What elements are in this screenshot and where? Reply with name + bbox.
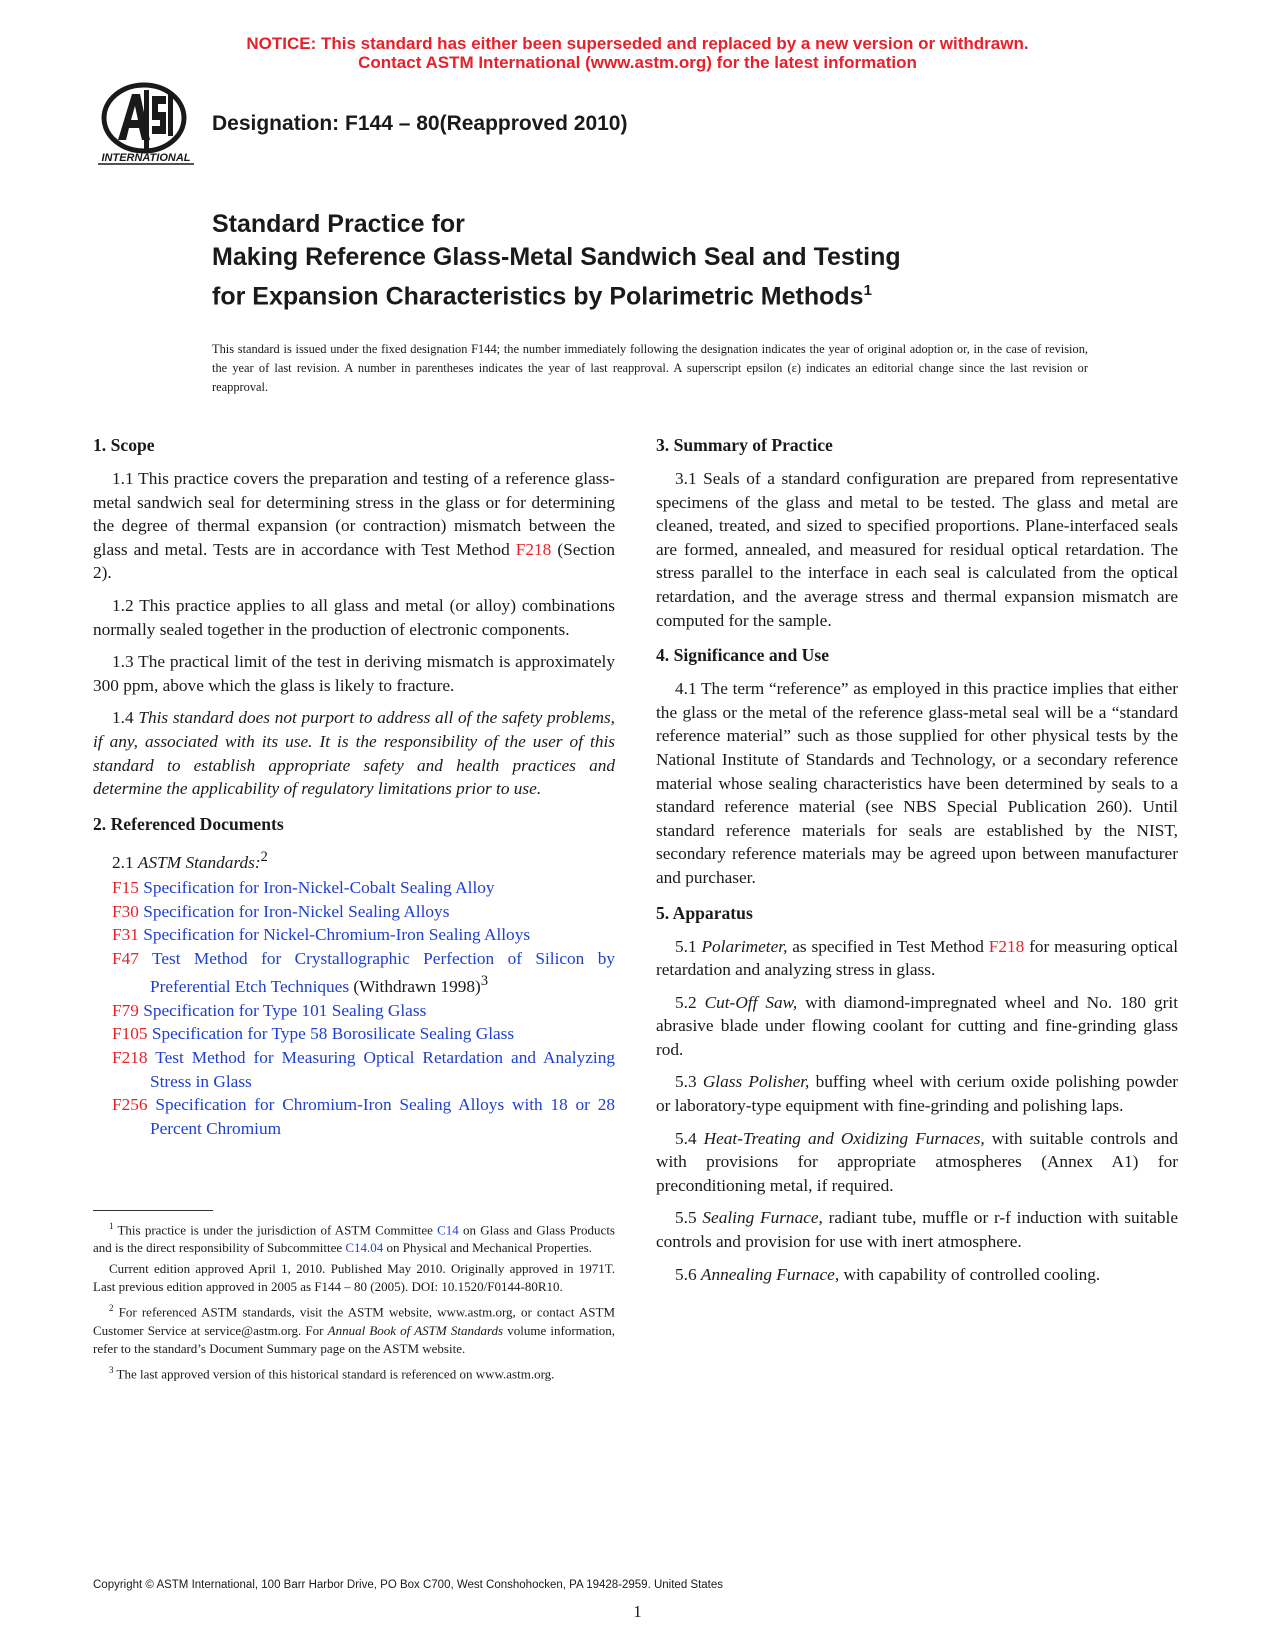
link-c14-04[interactable]: C14.04 [345, 1240, 384, 1256]
apparatus-num: 5.1 [675, 936, 702, 956]
ref-code[interactable]: F218 [112, 1048, 148, 1067]
apparatus-num: 5.4 [675, 1128, 704, 1148]
left-column [93, 434, 615, 1152]
apparatus-text: with suitable controls and with provisions for appropriate atmospheres (Annex A1) for preconditioning metal, if required. [656, 1128, 1178, 1195]
title-line-3-text: for Expansion Characteristics by Polarimetric Methods [212, 282, 864, 311]
scope-p4 [93, 706, 615, 800]
footnote-rule [93, 1210, 213, 1211]
fn3-sup: 3 [109, 1364, 114, 1375]
ref-item[interactable] [112, 1093, 615, 1140]
apparatus-term: Polarimeter, [701, 936, 788, 956]
scope-p1 [93, 467, 615, 585]
scope-p1-text: 1.1 This practice covers the preparation and testing of a reference glass-metal sandwich seal for determining stress in the glass or for determining the degree of thermal expansion (or contraction) mismatch between the glass and metal. Tests are in accordance with Test Method [93, 469, 615, 559]
ref-desc[interactable]: Specification for Chromium-Iron Sealing Alloys with 18 or 28 Percent Chromium [150, 1095, 615, 1138]
summary-p1: 3.1 Seals of a standard configuration are prepared from representative specimens of the glass and metal to be tested. The glass and metal are cleaned, treated, and sized to specified proportions. Plane-interfaced seals are formed, annealed, and measured for residual optical retardation. The stress parallel to the interface in each seal is calculated from the optical retardation, and the average stress and thermal expansion mismatch are computed for the sample. [656, 469, 1178, 630]
referenced-sub-italic: ASTM Standards: [137, 852, 261, 872]
apparatus-text: buffing wheel with cerium oxide polishing powder or laboratory-type equipment with fine-grinding and polishing laps. [656, 1072, 1178, 1116]
fn1-text-c: on Physical and Mechanical Properties. [383, 1240, 592, 1256]
apparatus-num: 5.3 [675, 1072, 703, 1092]
section-referenced-documents [93, 813, 615, 1141]
ref-item[interactable] [112, 876, 615, 900]
apparatus-num: 5.2 [675, 992, 705, 1012]
fn1-text-b: on Glass and Glass Products and is the direct responsibility of Subcommittee [93, 1222, 615, 1256]
ref-desc[interactable]: Specification for Iron-Nickel Sealing Alloys [143, 901, 450, 921]
right-column [656, 434, 1178, 1298]
copyright: Copyright © ASTM International, 100 Barr Harbor Drive, PO Box C700, West Conshohocken, PA 19428-2959. United States [93, 1579, 724, 1591]
page-number: 1 [633, 1602, 642, 1621]
ref-code[interactable]: F15 [112, 878, 139, 898]
fn2-text-a: For referenced ASTM standards, visit the ASTM website, www.astm.org, or contact ASTM Customer Service at service@astm.org. For [93, 1304, 615, 1338]
apparatus-heading: 5. Apparatus [656, 902, 753, 923]
referenced-sub [93, 846, 615, 874]
ref-desc[interactable]: Specification for Type 58 Borosilicate Sealing Glass [151, 1024, 515, 1044]
title-footnote-ref: 1 [863, 282, 872, 299]
apparatus-item [656, 991, 1178, 1062]
scope-p4-num: 1.4 [112, 708, 139, 728]
ref-item[interactable] [112, 1022, 615, 1046]
apparatus-text: with capability of controlled cooling. [839, 1264, 1101, 1284]
issue-note: This standard is issued under the fixed designation F144; the number immediately following the designation indicates the year of original adoption or, in the case of revision, the year of last revision. A number in parentheses indicates the year of last reapproval. A superscript epsilon (ε) indicates an editorial change since the last revision or reapproval. [212, 342, 1088, 394]
apparatus-term: Heat-Treating and Oxidizing Furnaces, [703, 1128, 985, 1148]
section-significance [656, 644, 1178, 889]
ref-item[interactable] [112, 947, 615, 999]
supersession-notice [0, 34, 1275, 72]
footnotes [93, 1210, 615, 1386]
fn2-sup: 2 [109, 1303, 114, 1314]
significance-p1: 4.1 The term “reference” as employed in this practice implies that either the glass or the metal of the reference glass-metal seal will be a “standard reference material” such as those supplied for other physical tests by the National Institute of Standards and Technology, or a secondary reference material whose sealing characteristics have been determined by seals to a standard reference material (see NBS Special Publication 260). Until standard reference materials for seals are established by the NIST, secondary reference materials may be agreed upon between manufacturer and purchaser. [656, 679, 1178, 887]
scope-p3: 1.3 The practical limit of the test in deriving mismatch is approximately 300 ppm, above which the glass is likely to fracture. [93, 652, 615, 695]
referenced-sub-sup: 2 [260, 848, 268, 865]
apparatus-term: Cut-Off Saw, [704, 992, 798, 1012]
apparatus-text-tail: for measuring optical retardation and analyzing stress in glass. [656, 936, 1179, 980]
ref-code[interactable]: F31 [112, 925, 139, 945]
document-title [212, 208, 901, 313]
ref-item[interactable] [112, 900, 615, 924]
title-line-2: Making Reference Glass-Metal Sandwich Seal and Testing [212, 243, 901, 271]
ref-item[interactable] [112, 923, 615, 947]
ref-item[interactable] [112, 999, 615, 1023]
ref-desc[interactable]: Test Method for Crystallographic Perfection of Silicon by Preferential Etch Techniques [150, 948, 615, 997]
significance-heading: 4. Significance and Use [656, 645, 830, 666]
apparatus-item [656, 935, 1178, 982]
referenced-sub-num: 2.1 [112, 852, 138, 872]
title-line-3 [212, 274, 901, 313]
footnote-1 [93, 1217, 615, 1257]
apparatus-term: Glass Polisher, [702, 1072, 810, 1092]
section-apparatus [656, 902, 1178, 1287]
ref-desc[interactable]: Specification for Nickel-Chromium-Iron Sealing Alloys [143, 925, 531, 945]
logo-international-text: INTERNATIONAL [101, 152, 191, 164]
designation: Designation: F144 – 80(Reapproved 2010) [212, 112, 628, 135]
apparatus-term: Annealing Furnace, [700, 1264, 840, 1284]
ref-note: (Withdrawn 1998) [349, 977, 481, 997]
ref-desc[interactable]: Test Method for Measuring Optical Retardation and Analyzing Stress in Glass [150, 1048, 615, 1091]
section-summary [656, 434, 1178, 632]
astm-logo [96, 82, 196, 177]
ref-desc[interactable]: Specification for Type 101 Sealing Glass [143, 1000, 427, 1020]
summary-heading: 3. Summary of Practice [656, 435, 833, 455]
fn2-text-b: volume information, refer to the standard’s Document Summary page on the ASTM website. [93, 1322, 615, 1356]
footnote-1-edition: Current edition approved April 1, 2010. Published May 2010. Originally approved in 1971T. Last previous edition approved in 2005 as F144 – 80 (2005). DOI: 10.1520/F0144-80R10. [93, 1261, 615, 1295]
notice-line-2: Contact ASTM International (www.astm.org) for the latest information [358, 53, 917, 72]
ref-item[interactable] [112, 1046, 615, 1093]
ref-code[interactable]: F30 [112, 901, 139, 921]
fn1-text-a: This practice is under the jurisdiction of ASTM Committee [113, 1222, 438, 1238]
link-f218-scope[interactable]: F218 [515, 539, 552, 559]
apparatus-term: Sealing Furnace, [702, 1208, 823, 1228]
footnote-2 [93, 1299, 615, 1357]
apparatus-text: as specified in Test Method [787, 936, 989, 956]
scope-p2: 1.2 This practice applies to all glass and metal (or alloy) combinations normally sealed together in the production of electronic components. [93, 595, 615, 639]
apparatus-num: 5.6 [675, 1264, 701, 1284]
fn1-sup: 1 [109, 1221, 114, 1231]
apparatus-item [656, 1206, 1178, 1253]
link-c14[interactable]: C14 [437, 1222, 459, 1238]
apparatus-num: 5.5 [675, 1208, 703, 1228]
ref-note-sup: 3 [480, 973, 489, 990]
referenced-list [112, 876, 615, 1140]
ref-desc[interactable]: Specification for Iron-Nickel-Cobalt Sealing Alloy [143, 878, 495, 898]
notice-line-1: NOTICE: This standard has either been superseded and replaced by a new version or withdrawn. [246, 34, 1029, 53]
fn2-italic: Annual Book of ASTM Standards [327, 1322, 504, 1338]
fn3-text: The last approved version of this historical standard is referenced on www.astm.org. [113, 1365, 555, 1381]
referenced-heading: 2. Referenced Documents [93, 813, 284, 834]
ref-code[interactable]: F79 [112, 1000, 139, 1020]
apparatus-item [656, 1127, 1178, 1198]
scope-p1-tail: (Section 2). [93, 539, 615, 583]
ref-code[interactable]: F105 [112, 1024, 148, 1044]
apparatus-item [656, 1263, 1178, 1287]
link-f218-apparatus[interactable]: F218 [988, 936, 1025, 956]
apparatus-text: with diamond-impregnated wheel and No. 180 grit abrasive blade under flowing coolant for cutting and fine-grinding glass rod. [656, 992, 1178, 1059]
footnote-3 [93, 1361, 615, 1383]
ref-code[interactable]: F47 [112, 948, 139, 968]
title-line-1: Standard Practice for [212, 210, 465, 238]
ref-code[interactable]: F256 [112, 1095, 148, 1115]
scope-heading: 1. Scope [93, 435, 155, 455]
scope-p4-italic: This standard does not purport to address all of the safety problems, if any, associated with its use. It is the responsibility of the user of this standard to establish appropriate safety and health practices and determine the applicability of regulatory limitations prior to use. [93, 708, 616, 799]
apparatus-item [656, 1070, 1178, 1117]
section-scope [93, 434, 615, 801]
apparatus-text: radiant tube, muffle or r-f induction with suitable controls and provision for use with inert atmosphere. [656, 1208, 1178, 1252]
